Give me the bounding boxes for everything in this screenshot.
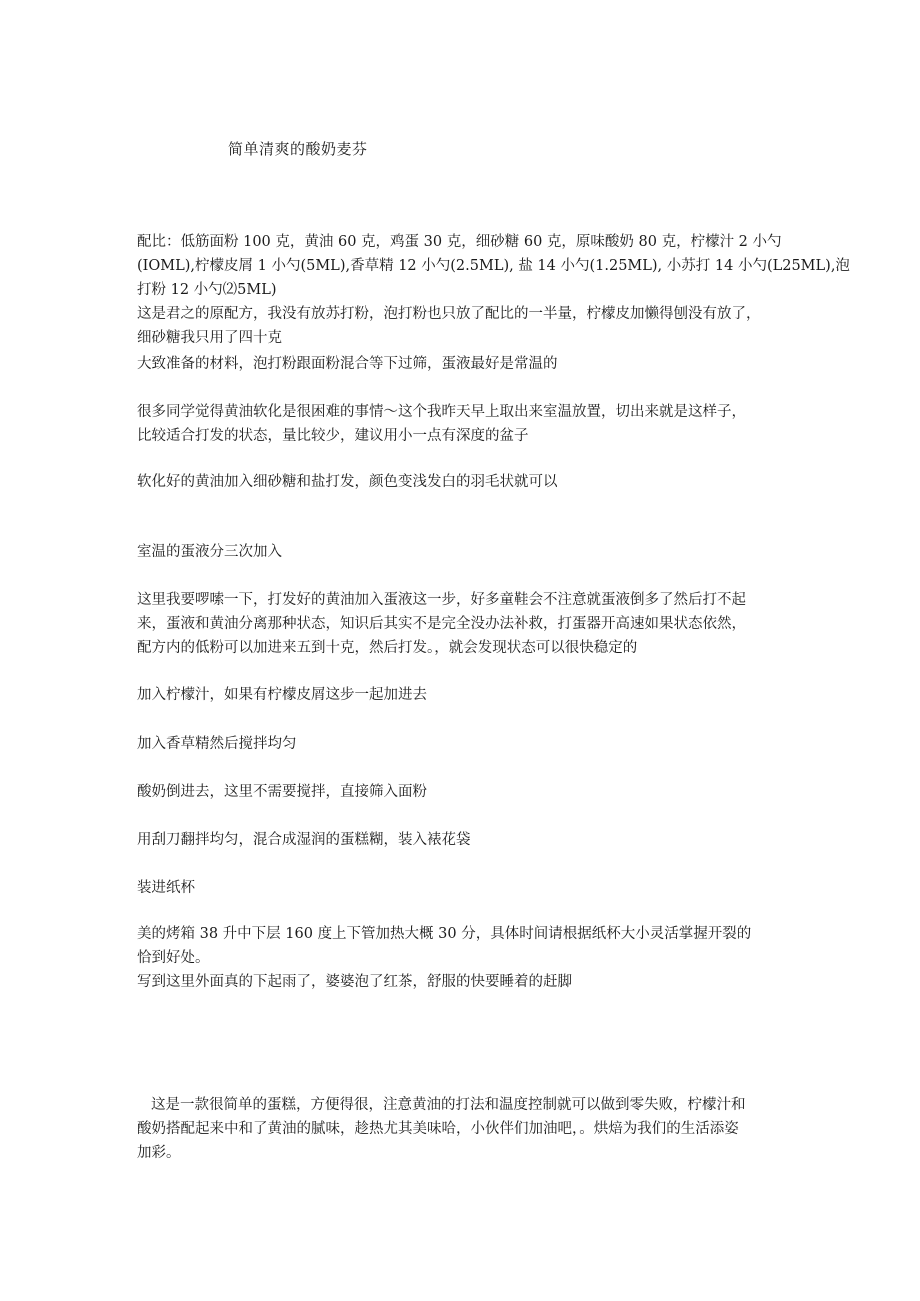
- egg-note-paragraph: [137, 588, 797, 660]
- text-line: 这是君之的原配方，我没有放苏打粉，泡打粉也只放了配比的一半量，柠檬皮加懒得刨没有放了，: [137, 306, 761, 322]
- text-line: 软化好的黄油加入细砂糖和盐打发，颜色变浅发白的羽毛状就可以: [137, 474, 558, 490]
- butter-beating-paragraph: [137, 470, 797, 494]
- text-line: 酸奶倒进去，这里不需要搅拌，直接筛入面粉: [137, 784, 427, 800]
- text-line: 酸奶搭配起来中和了黄油的腻味，趁热尤其美味哈，小伙伴们加油吧，。烘焙为我们的生活添姿: [137, 1121, 739, 1137]
- text-line: 来，蛋液和黄油分离那种状态，知识后其实不是完全没办法补救，打蛋器开高速如果状态依然，: [137, 616, 746, 632]
- closing-remark-paragraph: [137, 970, 797, 994]
- text-line: 美的烤箱 38 升中下层 160 度上下管加热大概 30 分，具体时间请根据纸杯大小灵活掌握开裂的: [137, 926, 752, 942]
- materials-paragraph: [137, 352, 797, 376]
- vanilla-step-paragraph: [137, 732, 797, 756]
- text-line: 加彩。: [137, 1145, 181, 1161]
- text-line: (IOML),柠檬皮屑 1 小勺(5ML),香草精 12 小勺(2.5ML), 盐 14 小勺(1.25ML), 小苏打 14 小勺(L25ML),泡: [137, 258, 850, 274]
- text-line: 装进纸杯: [137, 880, 195, 896]
- text-line: 室温的蛋液分三次加入: [137, 544, 282, 560]
- text-line: 配比：低筋面粉 100 克，黄油 60 克，鸡蛋 30 克，细砂糖 60 克，原味酸奶 80 克，柠檬汁 2 小勺: [137, 234, 782, 250]
- text-line: 恰到好处。: [137, 950, 210, 966]
- text-line: 这是一款很简单的蛋糕，方便得很，注意黄油的打法和温度控制就可以做到零失败，柠檬汁和: [151, 1097, 746, 1113]
- yogurt-step-paragraph: [137, 780, 797, 804]
- text-line: 很多同学觉得黄油软化是很困难的事情～这个我昨天早上取出来室温放置，切出来就是这样子，: [137, 404, 746, 420]
- egg-addition-paragraph: [137, 540, 797, 564]
- lemon-step-paragraph: [137, 683, 797, 707]
- text-line: 大致准备的材料，泡打粉跟面粉混合等下过筛，蛋液最好是常温的: [137, 356, 558, 372]
- page-title: 简单清爽的酸奶麦芬: [228, 140, 368, 158]
- original-recipe-note: [137, 302, 797, 350]
- text-line: 打粉 12 小勺⑵5ML): [137, 282, 277, 298]
- ingredient-ratio-paragraph: [137, 230, 850, 302]
- text-line: 这里我要啰嗦一下，打发好的黄油加入蛋液这一步，好多童鞋会不注意就蛋液倒多了然后打不起: [137, 592, 746, 608]
- text-line: 用刮刀翻拌均匀，混合成湿润的蛋糕糊，装入裱花袋: [137, 832, 471, 848]
- text-line: 加入柠檬汁，如果有柠檬皮屑这步一起加进去: [137, 687, 427, 703]
- text-line: 细砂糖我只用了四十克: [137, 330, 282, 346]
- cups-step-paragraph: [137, 876, 797, 900]
- mixing-step-paragraph: [137, 828, 797, 852]
- butter-softening-paragraph: [137, 400, 797, 448]
- summary-paragraph: [137, 1093, 797, 1165]
- oven-step-paragraph: [137, 922, 797, 970]
- text-line: 配方内的低粉可以加进来五到十克，然后打发。，就会发现状态可以很快稳定的: [137, 640, 638, 656]
- text-line: 比较适合打发的状态，量比较少，建议用小一点有深度的盆子: [137, 428, 529, 444]
- text-line: 写到这里外面真的下起雨了，婆婆泡了红茶，舒服的快要睡着的赶脚: [137, 974, 572, 990]
- text-line: 加入香草精然后搅拌均匀: [137, 736, 297, 752]
